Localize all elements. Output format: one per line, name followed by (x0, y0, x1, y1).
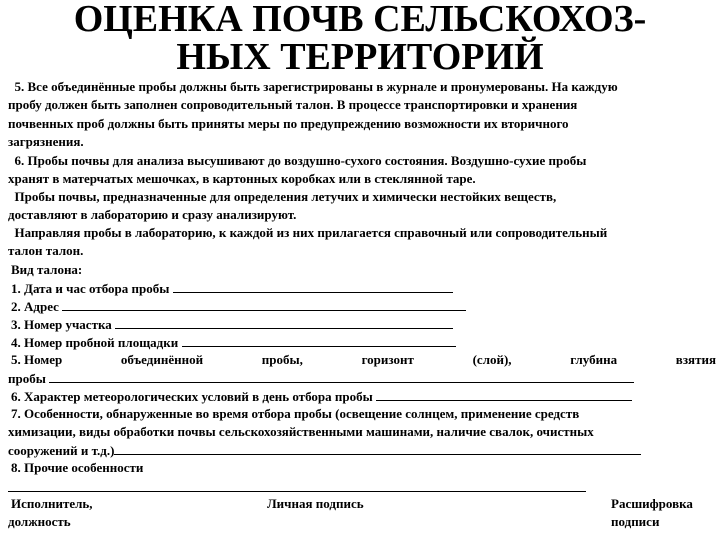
field-word: пробы, (261, 352, 303, 367)
body-line: 6. Пробы почвы для анализа высушивают до воздушно-сухого состояния. Воздушно-сухие пробы (8, 153, 587, 168)
field-word: горизонт (361, 352, 414, 367)
field-plot (11, 316, 453, 333)
body-line: 5. Все объединённые пробы должны быть зарегистрированы в журнале и пронумерованы. На каждую (8, 79, 618, 94)
body-line: почвенных проб должны быть приняты меры по предупреждению возможности их вторичного (8, 116, 569, 131)
field-sample (11, 352, 716, 368)
field-blank (173, 280, 453, 293)
body-line: загрязнения. (8, 134, 84, 149)
body-line: пробу должен быть заполнен сопроводительный талон. В процессе транспортировки и хранения (8, 97, 578, 112)
field-word: 5. Номер (11, 352, 63, 367)
executor-label: Исполнитель, (11, 496, 93, 511)
field-label: 4. Номер пробной площадки (11, 335, 179, 350)
field-sample-cont (8, 370, 634, 387)
field-word: объединённой (120, 352, 204, 367)
field-word: (слой), (472, 352, 512, 367)
field-features-1: 7. Особенности, обнаруженные во время отбора пробы (освещение солнцем, применение средств (11, 406, 580, 421)
field-label: 1. Дата и час отбора пробы (11, 281, 170, 296)
field-blank (376, 388, 632, 401)
field-address (11, 298, 466, 315)
body-line: хранят в матерчатых мешочках, в картонных коробках или в стеклянной таре. (8, 171, 476, 186)
field-blank (62, 298, 466, 311)
field-blank (49, 370, 634, 383)
body-line: доставляют в лабораторию и сразу анализируют. (8, 207, 297, 222)
executor-label-2: должность (8, 514, 71, 529)
body-line: Направляя пробы в лабораторию, к каждой из них прилагается справочный или сопроводительный (8, 225, 608, 240)
form-heading: Вид талона: (11, 262, 83, 277)
field-label: сооружений и т.д.) (8, 443, 115, 458)
field-features-3 (8, 442, 641, 459)
body-line: Пробы почвы, предназначенные для определения летучих и химически нестойких веществ, (8, 189, 557, 204)
field-site (11, 334, 456, 351)
field-weather (11, 388, 632, 405)
field-other: 8. Прочие особенности (11, 460, 144, 475)
field-word: взятия (675, 352, 716, 367)
page-title-line-1: ОЦЕНКА ПОЧВ СЕЛЬСКОХОЗ- (73, 0, 647, 40)
field-blank (182, 334, 456, 347)
body-line: талон талон. (8, 243, 84, 258)
field-features-2: химизации, виды обработки почвы сельскохозяйственными машинами, наличие свалок, очистных (8, 424, 594, 439)
field-label: 3. Номер участка (11, 317, 112, 332)
decode-label-2: подписи (611, 514, 660, 529)
field-blank (115, 316, 453, 329)
page-title-line-2: НЫХ ТЕРРИТОРИЙ (176, 36, 544, 78)
field-date (11, 280, 453, 297)
decode-label: Расшифровка (611, 496, 693, 511)
field-label: пробы (8, 371, 46, 386)
field-label: 6. Характер метеорологических условий в день отбора пробы (11, 389, 373, 404)
field-word: глубина (570, 352, 618, 367)
field-label: 2. Адрес (11, 299, 59, 314)
signature-line (8, 491, 586, 492)
signature-label: Личная подпись (267, 496, 364, 511)
field-blank (114, 442, 641, 455)
